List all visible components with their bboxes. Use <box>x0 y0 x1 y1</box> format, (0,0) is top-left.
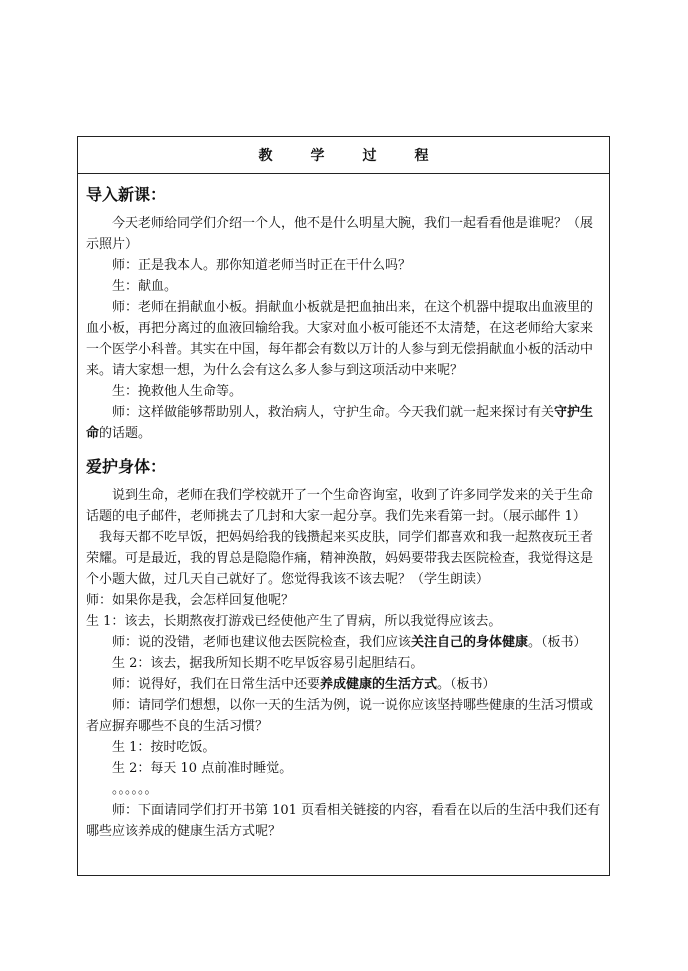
text-run: 。（板书） <box>437 677 496 692</box>
text-run: 师：说的没错，老师也建议他去医院检查，我们应该 <box>112 635 412 650</box>
paragraph: 师：正是我本人。那你知道老师当时正在干什么吗？ <box>112 258 412 273</box>
paragraph: 生 1：按时吃饭。 <box>112 740 216 755</box>
paragraph: 师：下面请同学们打开书第 101 页看相关链接的内容，看看在以后的生活中我们还有哪些应该养成的健康生活方式呢？ <box>86 803 601 839</box>
paragraph: 生 2：每天 10 点前准时睡觉。 <box>112 761 293 776</box>
paragraph: 我每天都不吃早饭，把妈妈给我的钱攒起来买皮肤，同学们都喜欢和我一起熬夜玩王者荣耀。可是最近，我的胃总是隐隐作痛，精神涣散，妈妈要带我去医院检查，我觉得这是个小题大做，过几天自己就好了。您觉得我该不该去呢？（学生朗读） <box>86 530 594 587</box>
bold-term: 关注自己的身体健康 <box>411 635 529 650</box>
section-heading-intro: 导入新课： <box>86 185 167 204</box>
text-run: 师：说得好，我们在日常生活中还要 <box>112 677 321 692</box>
paragraph: 生 1：该去，长期熬夜打游戏已经使他产生了胃病，所以我觉得应该去。 <box>86 614 502 629</box>
table-body <box>78 174 609 842</box>
table-header-row <box>78 137 609 174</box>
paragraph: 生：献血。 <box>112 279 178 294</box>
bold-term: 养成健康的生活方式 <box>320 677 438 692</box>
paragraph: 师：老师在捐献血小板。捐献血小板就是把血抽出来，在这个机器中提取出血液里的血小板，再把分离过的血液回输给我。大家对血小板可能还不太清楚，在这老师给大家来一个医学小科普。其实在中国，每年都会有数以万计的人参与到无偿捐献血小板的活动中来。请大家想一想，为什么会有这么多人参与到这项活动中来呢？ <box>86 300 594 378</box>
paragraph <box>86 402 601 444</box>
table-header: 教学过程 <box>258 148 467 164</box>
paragraph <box>86 632 601 653</box>
paragraph: 师：请同学们想想，以你一天的生活为例，说一说你应该坚持哪些健康的生活习惯或者应摒弃哪些不良的生活习惯？ <box>86 698 594 734</box>
paragraph: 生 2：该去，据我所知长期不吃早饭容易引起胆结石。 <box>112 656 424 671</box>
text-run: 。（板书） <box>528 635 587 650</box>
paragraph <box>86 674 601 695</box>
paragraph: 说到生命，老师在我们学校就开了一个生命咨询室，收到了许多同学发来的关于生命话题的电子邮件，老师挑去了几封和大家一起分享。我们先来看第一封。（展示邮件 1） <box>86 488 594 524</box>
paragraph: 今天老师给同学们介绍一个人，他不是什么明星大腕，我们一起看看他是谁呢？（展示照片） <box>86 216 594 252</box>
section-heading-body-care: 爱护身体： <box>86 457 167 476</box>
paragraph: 生：挽救他人生命等。 <box>112 384 243 399</box>
bold-term: 守护生命 <box>86 405 594 441</box>
paragraph: 。。。。。。 <box>112 782 158 797</box>
lesson-table <box>77 136 610 876</box>
text-run: 师：这样做能够帮助别人，救治病人，守护生命。今天我们就一起来探讨有关 <box>112 405 555 420</box>
paragraph: 师：如果你是我，会怎样回复他呢？ <box>86 593 295 608</box>
text-run: 的话题。 <box>99 426 152 441</box>
